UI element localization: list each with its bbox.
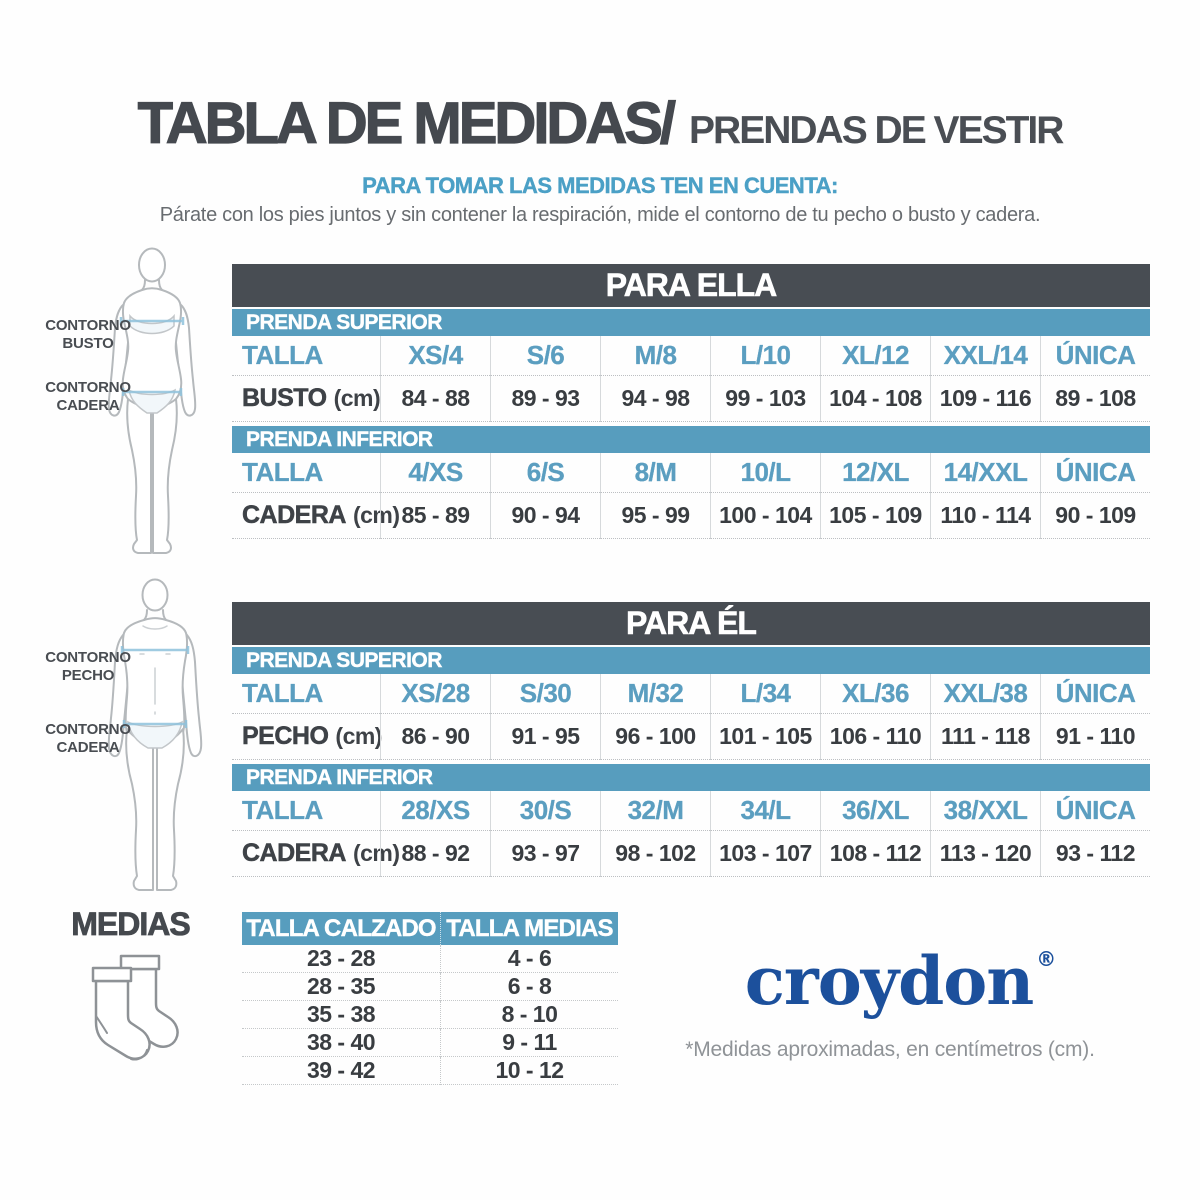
size-cell: XL/36 (820, 674, 930, 714)
size-cell: 34/L (710, 791, 820, 831)
croydon-logo: croydon ® (744, 942, 1056, 1020)
value-cell: 111 - 118 (930, 714, 1040, 760)
size-cell: L/10 (710, 336, 820, 376)
medias-cell: 23 - 28 (242, 945, 440, 973)
label-contorno-busto: CONTORNO BUSTO (45, 317, 131, 352)
size-cell: M/32 (600, 674, 710, 714)
size-cell: S/30 (490, 674, 600, 714)
value-cell: 94 - 98 (600, 376, 710, 422)
band-ella-prenda-superior: PRENDA SUPERIOR (232, 309, 1150, 336)
size-cell: 6/S (490, 453, 600, 493)
value-cell: 93 - 97 (490, 831, 600, 877)
medias-table-header (242, 912, 618, 945)
size-cell: 28/XS (380, 791, 490, 831)
size-cell: 30/S (490, 791, 600, 831)
size-cell: XS/4 (380, 336, 490, 376)
medias-col2-header: TALLA MEDIAS (440, 912, 618, 945)
size-cell: XL/12 (820, 336, 930, 376)
value-cell: 93 - 112 (1040, 831, 1150, 877)
size-cell: XS/28 (380, 674, 490, 714)
medias-row (242, 945, 618, 973)
female-left-leg (127, 399, 151, 553)
size-header-cell: TALLA (232, 336, 380, 376)
medias-heading: MEDIAS (71, 906, 190, 942)
value-cell: 89 - 93 (490, 376, 600, 422)
value-cell: 91 - 95 (490, 714, 600, 760)
medias-table (242, 912, 618, 1085)
registered-mark: ® (1036, 947, 1056, 971)
header (0, 90, 1200, 227)
size-cell: ÚNICA (1040, 453, 1150, 493)
label-contorno-cadera-male: CONTORNO CADERA (45, 721, 131, 756)
title-sub: PRENDAS DE VESTIR (689, 109, 1063, 152)
measure-header-cell: PECHO (cm) (232, 714, 380, 760)
band-el-prenda-superior: PRENDA SUPERIOR (232, 647, 1150, 674)
size-cell: 32/M (600, 791, 710, 831)
size-table-ella (232, 264, 1150, 539)
value-cell: 98 - 102 (600, 831, 710, 877)
value-cell: 109 - 116 (930, 376, 1040, 422)
value-cell: 96 - 100 (600, 714, 710, 760)
subtitle: PARA TOMAR LAS MEDIDAS TEN EN CUENTA: (362, 173, 838, 198)
size-table-el (232, 602, 1150, 877)
male-right-leg (157, 729, 184, 890)
medias-cell: 4 - 6 (440, 945, 618, 973)
measure-header-cell: CADERA (cm) (232, 831, 380, 877)
footnote: *Medidas aproximadas, en centímetros (cm). (685, 1038, 1095, 1061)
value-cell: 99 - 103 (710, 376, 820, 422)
socks-icon (84, 952, 186, 1080)
grid-el-superior (232, 674, 1150, 760)
medias-row (242, 1057, 618, 1085)
medias-cell: 38 - 40 (242, 1029, 440, 1057)
label-contorno-pecho: CONTORNO PECHO (45, 649, 131, 684)
value-cell: 90 - 94 (490, 493, 600, 539)
grid-ella-superior (232, 336, 1150, 422)
grid-ella-inferior (232, 453, 1150, 539)
female-head (139, 249, 165, 282)
medias-cell: 8 - 10 (440, 1001, 618, 1029)
size-cell: L/34 (710, 674, 820, 714)
value-cell: 89 - 108 (1040, 376, 1150, 422)
value-cell: 100 - 104 (710, 493, 820, 539)
value-cell: 84 - 88 (380, 376, 490, 422)
size-cell: M/8 (600, 336, 710, 376)
size-cell: 12/XL (820, 453, 930, 493)
measure-header-cell: BUSTO (cm) (232, 376, 380, 422)
medias-row (242, 973, 618, 1001)
medias-col1-header: TALLA CALZADO (246, 914, 436, 942)
value-cell: 88 - 92 (380, 831, 490, 877)
measure-header-cell: CADERA (cm) (232, 493, 380, 539)
value-cell: 95 - 99 (600, 493, 710, 539)
medias-cell: 6 - 8 (440, 973, 618, 1001)
value-cell: 104 - 108 (820, 376, 930, 422)
medias-cell: 39 - 42 (242, 1057, 440, 1085)
value-cell: 108 - 112 (820, 831, 930, 877)
value-cell: 110 - 114 (930, 493, 1040, 539)
label-contorno-cadera-female: CONTORNO CADERA (45, 379, 131, 414)
medias-row (242, 1001, 618, 1029)
size-cell: ÚNICA (1040, 674, 1150, 714)
size-cell: ÚNICA (1040, 791, 1150, 831)
size-cell: 14/XXL (930, 453, 1040, 493)
value-cell: 113 - 120 (930, 831, 1040, 877)
band-ella-prenda-inferior: PRENDA INFERIOR (232, 426, 1150, 453)
size-cell: ÚNICA (1040, 336, 1150, 376)
size-header-cell: TALLA (232, 791, 380, 831)
table-title-el: PARA ÉL (232, 602, 1150, 645)
value-cell: 105 - 109 (820, 493, 930, 539)
value-cell: 106 - 110 (820, 714, 930, 760)
size-cell: S/6 (490, 336, 600, 376)
size-cell: XXL/14 (930, 336, 1040, 376)
medias-cell: 28 - 35 (242, 973, 440, 1001)
medias-cell: 35 - 38 (242, 1001, 440, 1029)
size-cell: 4/XS (380, 453, 490, 493)
description: Párate con los pies juntos y sin contener la respiración, mide el contorno de tu pecho o busto y cadera. (159, 204, 1041, 226)
medias-cell: 10 - 12 (440, 1057, 618, 1085)
female-right-leg (153, 399, 177, 553)
value-cell: 86 - 90 (380, 714, 490, 760)
size-cell: XXL/38 (930, 674, 1040, 714)
size-cell: 8/M (600, 453, 710, 493)
band-el-prenda-inferior: PRENDA INFERIOR (232, 764, 1150, 791)
title-main: TABLA DE MEDIDAS/ (137, 91, 674, 156)
grid-el-inferior (232, 791, 1150, 877)
male-head (143, 580, 168, 611)
value-cell: 91 - 110 (1040, 714, 1150, 760)
value-cell: 85 - 89 (380, 493, 490, 539)
value-cell: 101 - 105 (710, 714, 820, 760)
medias-cell: 9 - 11 (440, 1029, 618, 1057)
value-cell: 103 - 107 (710, 831, 820, 877)
size-cell: 38/XXL (930, 791, 1040, 831)
page-title (0, 90, 1200, 157)
medias-row (242, 1029, 618, 1057)
table-title-ella: PARA ELLA (232, 264, 1150, 307)
size-cell: 10/L (710, 453, 820, 493)
value-cell: 90 - 109 (1040, 493, 1150, 539)
size-cell: 36/XL (820, 791, 930, 831)
size-header-cell: TALLA (232, 453, 380, 493)
size-header-cell: TALLA (232, 674, 380, 714)
